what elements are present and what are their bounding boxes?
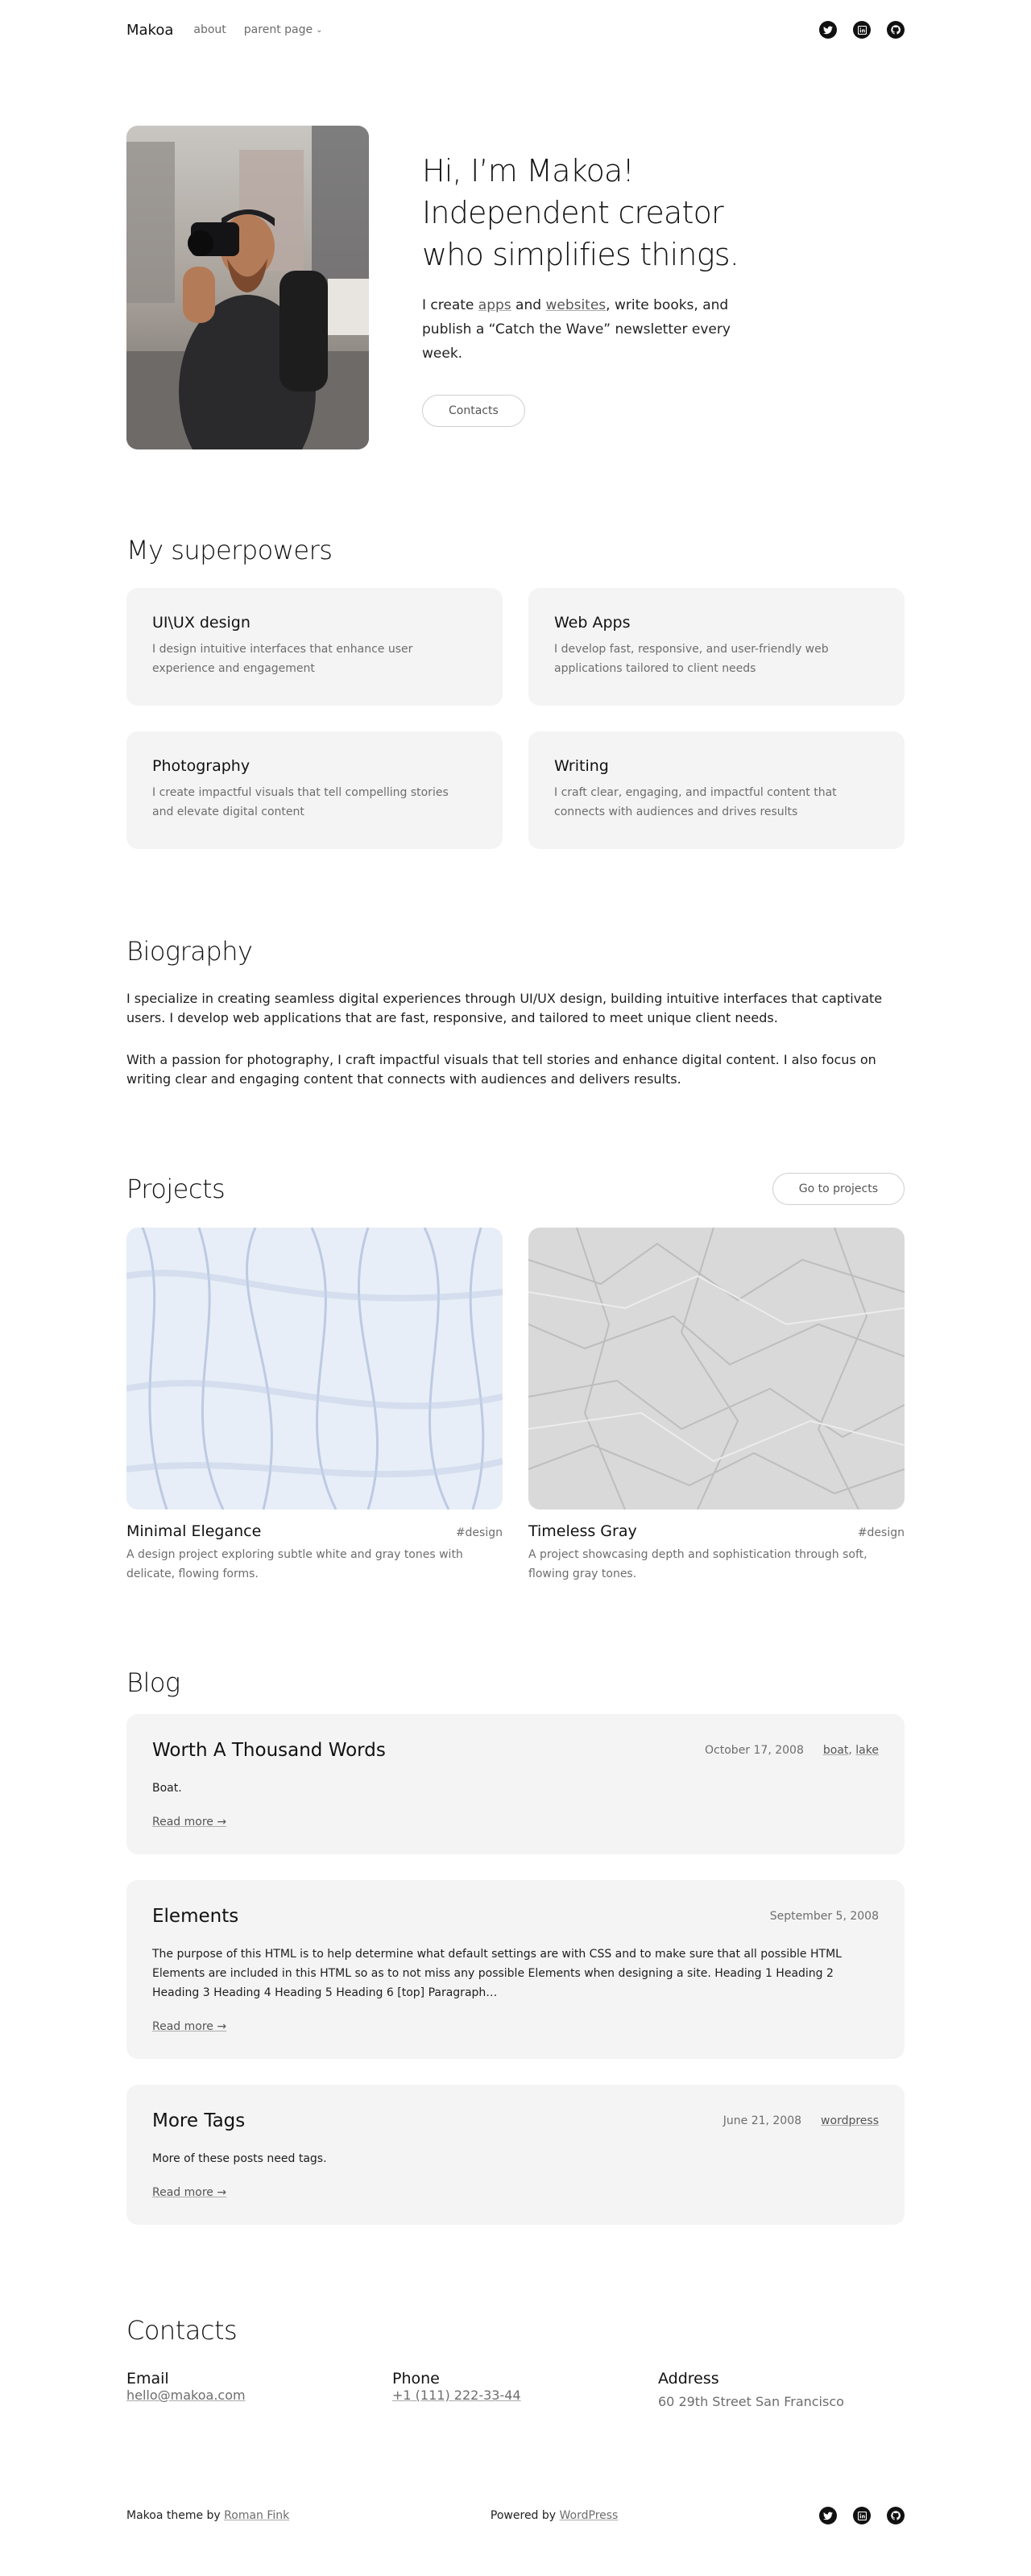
read-more-link[interactable]: Read more → <box>152 2186 227 2199</box>
tag-link[interactable]: boat <box>822 1744 849 1757</box>
project-name[interactable]: Timeless Gray <box>528 1522 637 1540</box>
superpowers-title: My superpowers <box>126 535 333 565</box>
superpowers-grid <box>126 588 905 849</box>
blog-title: Blog <box>126 1667 180 1698</box>
superpower-card <box>528 588 905 706</box>
email-label: Email <box>126 2370 169 2388</box>
projects-section <box>126 1173 905 1584</box>
superpower-card <box>528 731 905 849</box>
brand-nav <box>126 22 341 39</box>
superpower-desc: I design intuitive interfaces that enhance user experience and engagement <box>152 643 413 675</box>
project-card[interactable] <box>126 1228 503 1584</box>
project-image[interactable] <box>528 1228 905 1510</box>
address-value: 60 29th Street San Francisco <box>658 2394 844 2409</box>
hero-title-line1: Hi, I’m Makoa! <box>422 153 634 188</box>
post-header <box>152 2110 879 2131</box>
site-header <box>126 0 905 60</box>
linkedin-icon[interactable] <box>853 2507 871 2524</box>
contact-address <box>658 2370 905 2409</box>
biography-paragraph: I specialize in creating seamless digital experiences through UI/UX design, building intuitive interfaces that captivate users. I develop web applications that are fast, responsive, and tailored to meet unique client needs. <box>126 991 883 1025</box>
email-link[interactable]: hello@makoa.com <box>126 2388 246 2403</box>
post-meta <box>705 1744 879 1757</box>
post-date: October 17, 2008 <box>705 1744 804 1757</box>
contacts-title: Contacts <box>126 2315 238 2346</box>
blog-post <box>126 1714 905 1854</box>
hero-photo <box>126 126 369 449</box>
nav-about[interactable] <box>193 23 226 36</box>
wordpress-link[interactable]: WordPress <box>559 2509 619 2522</box>
post-tags <box>821 2114 879 2127</box>
post-excerpt: The purpose of this HTML is to help determine what default settings are with CSS and to make sure that all possible HTML Elements are included in this HTML so as to not miss any possible Elements when designing a site. Heading 1 Heading 2 Heading 3 Heading 4 Heading 5 Heading 6 [top] Paragraph… <box>152 1948 842 1999</box>
footer-theme-prefix: Makoa theme by <box>126 2509 225 2522</box>
hero-section <box>126 126 905 449</box>
superpowers-section <box>126 535 905 849</box>
github-icon[interactable] <box>887 2507 905 2524</box>
superpower-name: Web Apps <box>554 614 631 632</box>
superpower-desc: I develop fast, responsive, and user-friendly web applications tailored to client needs <box>554 643 829 675</box>
contacts-button[interactable]: Contacts <box>422 395 525 427</box>
tag-link[interactable]: lake <box>855 1744 879 1757</box>
post-meta <box>770 1910 879 1923</box>
project-desc: A design project exploring subtle white and gray tones with delicate, flowing forms. <box>126 1548 463 1580</box>
project-card[interactable] <box>528 1228 905 1584</box>
project-meta <box>528 1522 905 1540</box>
nav-parent-page[interactable] <box>244 23 323 36</box>
post-excerpt: More of these posts need tags. <box>152 2152 327 2165</box>
biography-section <box>126 936 905 1089</box>
hero-intro <box>422 293 744 366</box>
contact-email <box>126 2370 392 2409</box>
footer-powered-prefix: Powered by <box>490 2509 560 2522</box>
twitter-icon[interactable] <box>819 2507 837 2524</box>
footer-social <box>819 2507 905 2524</box>
blog-post <box>126 1880 905 2059</box>
post-excerpt: Boat. <box>152 1782 182 1795</box>
superpower-card <box>126 731 503 849</box>
intro-prefix: I create <box>422 297 478 313</box>
intro-and: and <box>511 297 546 313</box>
chevron-down-icon: ⌄ <box>316 25 323 35</box>
superpower-desc: I create impactful visuals that tell compelling stories and elevate digital content <box>152 786 449 818</box>
phone-link[interactable]: +1 (111) 222-33-44 <box>392 2388 521 2403</box>
superpower-name: Photography <box>152 757 251 775</box>
superpower-name: Writing <box>554 757 609 775</box>
biography-title: Biography <box>126 936 253 967</box>
footer-credit <box>126 2509 289 2522</box>
hero-title-line3: who simplifies things. <box>422 237 739 272</box>
project-image[interactable] <box>126 1228 503 1510</box>
post-date: June 21, 2008 <box>723 2114 802 2127</box>
address-label: Address <box>658 2370 719 2388</box>
twitter-icon[interactable] <box>819 21 837 39</box>
nav-about-label: about <box>193 23 226 36</box>
phone-label: Phone <box>392 2370 440 2388</box>
intro-suffix: , write books, and publish a “Catch the Wave” newsletter every week. <box>422 297 731 362</box>
biography-paragraph: With a passion for photography, I craft impactful visuals that tell stories and enhance digital content. I also focus on writing clear and engaging content that connects with audiences and delivers results. <box>126 1052 876 1087</box>
contacts-grid <box>126 2370 905 2409</box>
nav-parent-page-label: parent page <box>243 23 313 36</box>
projects-title: Projects <box>126 1174 226 1204</box>
superpower-name: UI\UX design <box>152 614 251 632</box>
websites-link[interactable]: websites <box>545 297 607 313</box>
post-meta <box>723 2114 879 2127</box>
theme-author-link[interactable]: Roman Fink <box>224 2509 290 2522</box>
tag-link[interactable]: wordpress <box>821 2114 879 2127</box>
footer-powered <box>491 2509 618 2522</box>
apps-link[interactable]: apps <box>478 297 511 313</box>
go-to-projects-button[interactable]: Go to projects <box>772 1173 905 1205</box>
superpower-card <box>126 588 503 706</box>
hero-title-line2: Independent creator <box>422 195 723 230</box>
blog-section <box>126 1667 905 2225</box>
hero-text <box>422 126 760 449</box>
post-date: September 5, 2008 <box>769 1910 879 1923</box>
post-title[interactable]: Elements <box>152 1906 239 1927</box>
linkedin-icon[interactable] <box>853 21 871 39</box>
github-icon[interactable] <box>887 21 905 39</box>
post-tags <box>823 1744 879 1757</box>
project-name[interactable]: Minimal Elegance <box>126 1522 262 1540</box>
project-tag[interactable]: #design <box>455 1526 503 1539</box>
read-more-link[interactable]: Read more → <box>152 1816 227 1828</box>
header-social <box>819 21 905 39</box>
project-desc: A project showcasing depth and sophistication through soft, flowing gray tones. <box>528 1548 867 1580</box>
superpower-desc: I craft clear, engaging, and impactful content that connects with audiences and drives results <box>554 786 837 818</box>
tag-separator: , <box>848 1744 856 1757</box>
site-brand[interactable]: Makoa <box>126 21 174 39</box>
site-footer <box>126 2490 905 2541</box>
hero-title <box>422 150 760 275</box>
post-title[interactable]: Worth A Thousand Words <box>152 1740 386 1761</box>
project-meta <box>126 1522 503 1540</box>
post-header <box>152 1906 879 1927</box>
post-header <box>152 1740 879 1761</box>
post-title[interactable]: More Tags <box>152 2110 246 2131</box>
read-more-link[interactable]: Read more → <box>152 2020 227 2033</box>
contacts-section <box>126 2315 905 2409</box>
projects-header <box>126 1173 905 1205</box>
projects-grid <box>126 1228 905 1584</box>
blog-post <box>126 2085 905 2225</box>
project-tag[interactable]: #design <box>857 1526 905 1539</box>
contact-phone <box>392 2370 658 2409</box>
